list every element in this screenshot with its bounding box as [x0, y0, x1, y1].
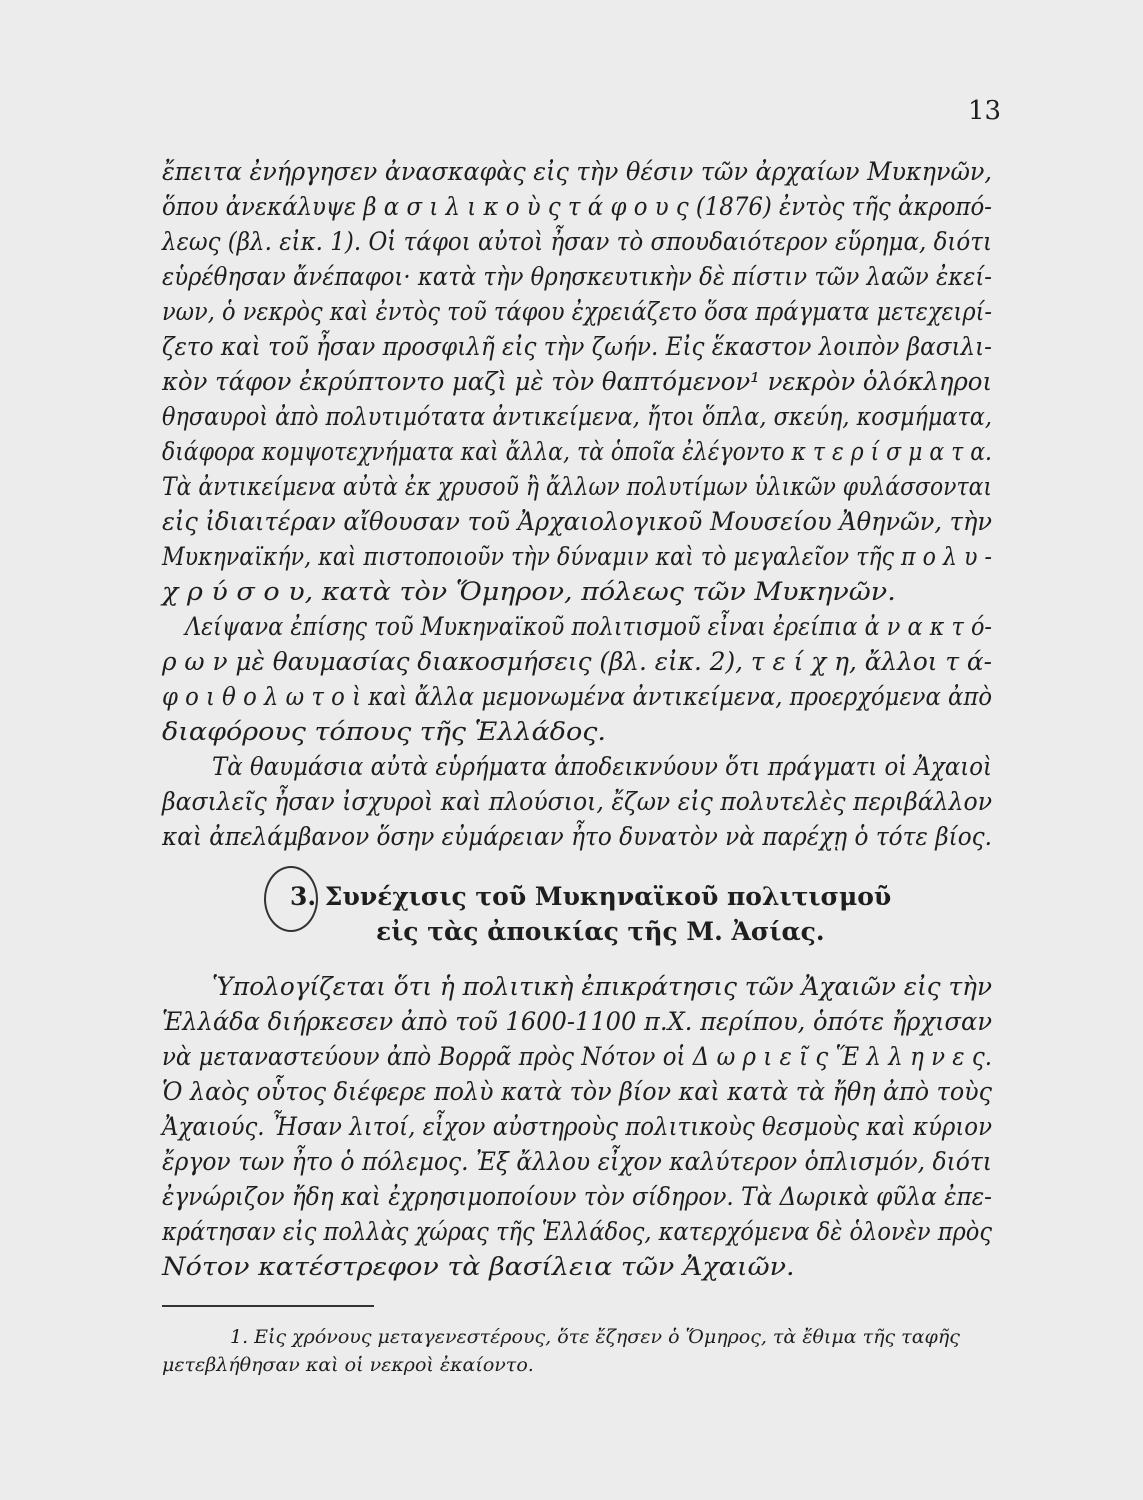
text-line: Νότον κατέστρεφον τὰ βασίλεια τῶν Ἀχαιῶν.	[162, 1252, 795, 1281]
section-heading-line-1: 3. Συνέχισις τοῦ Μυκηναϊκοῦ πολιτισμοῦ	[290, 882, 892, 911]
section-heading-line-2: εἰς τὰς ἀποικίας τῆς Μ. Ἀσίας.	[376, 917, 825, 946]
text-line: κὸν τάφον ἐκρύπτοντο μαζὶ μὲ τὸν θαπτόμενον¹ νεκρὸν ὁλόκληροι	[162, 367, 992, 396]
text-line: Ὑπολογίζεται ὅτι ἡ πολιτικὴ ἐπικράτησις τῶν Ἀχαιῶν εἰς τὴν	[212, 972, 992, 1001]
text-line: ἐγνώριζον ἤδη καὶ ἐχρησιμοποίουν τὸν σίδηρον. Τὰ Δωρικὰ φῦλα ἐπε-	[162, 1182, 992, 1211]
text-line: ἔργον των ἦτο ὁ πόλεμος. Ἐξ ἄλλου εἶχον καλύτερον ὁπλισμόν, διότι	[162, 1147, 992, 1176]
text-line: Ἑλλάδα διήρκεσεν ἀπὸ τοῦ 1600-1100 π.Χ. περίπου, ὁπότε ἤρχισαν	[162, 1007, 992, 1036]
text-line: λεως (βλ. εἰκ. 1). Οἱ τάφοι αὐτοὶ ἦσαν τὸ σπουδαιότερον εὕρημα, διότι	[162, 227, 992, 256]
text-line: Λείψανα ἐπίσης τοῦ Μυκηναϊκοῦ πολιτισμοῦ εἶναι ἐρείπια ἀ ν α κ τ ό-	[185, 612, 992, 641]
text-line: εἰς ἰδιαιτέραν αἴθουσαν τοῦ Ἀρχαιολογικοῦ Μουσείου Ἀθηνῶν, τὴν	[162, 507, 992, 536]
page-number: 13	[968, 96, 1002, 126]
text-line: εὑρέθησαν ἄνέπαφοι· κατὰ τὴν θρησκευτικὴν δὲ πίστιν τῶν λαῶν ἐκεί-	[162, 262, 992, 291]
text-line: διαφόρους τόπους τῆς Ἑλλάδος.	[162, 717, 606, 746]
text-line: ἔπειτα ἐνήργησεν ἀνασκαφὰς εἰς τὴν θέσιν τῶν ἀρχαίων Μυκηνῶν,	[162, 157, 992, 186]
text-line: κράτησαν εἰς πολλὰς χώρας τῆς Ἑλλάδος, κατερχόμενα δὲ ὁλονὲν πρὸς	[162, 1217, 992, 1246]
text-line: Τὰ θαυμάσια αὐτὰ εὑρήματα ἀποδεικνύουν ὅτι πράγματι οἱ Ἀχαιοὶ	[212, 752, 992, 781]
text-line: ὅπου ἀνεκάλυψε β α σ ι λ ι κ ο ὺ ς τ ά φ ο υ ς (1876) ἐντὸς τῆς ἀκροπό-	[162, 192, 992, 221]
text-line: νὰ μεταναστεύουν ἀπὸ Βορρᾶ πρὸς Νότον οἱ Δ ω ρ ι ε ῖ ς Ἕ λ λ η ν ε ς.	[162, 1042, 992, 1071]
text-line: φ ο ι θ ο λ ω τ ο ὶ καὶ ἄλλα μεμονωμένα ἀντικείμενα, προερχόμενα ἀπὸ	[162, 682, 992, 711]
text-line: Ὁ λαὸς οὗτος διέφερε πολὺ κατὰ τὸν βίον καὶ κατὰ τὰ ἤθη ἀπὸ τοὺς	[162, 1077, 992, 1106]
footnote-line: μετεβλήθησαν καὶ οἱ νεκροὶ ἐκαίοντο.	[162, 1354, 534, 1376]
text-line: καὶ ἀπελάμβανον ὅσην εὐμάρειαν ἦτο δυνατὸν νὰ παρέχῃ ὁ τότε βίος.	[162, 822, 992, 851]
text-line: θησαυροὶ ἀπὸ πολυτιμότατα ἀντικείμενα, ἤτοι ὅπλα, σκεύη, κοσμήματα,	[162, 402, 992, 431]
text-line: Τὰ ἀντικείμενα αὐτὰ ἐκ χρυσοῦ ἢ ἄλλων πολυτίμων ὑλικῶν φυλάσσονται	[162, 472, 992, 501]
text-line: ρ ω ν μὲ θαυμασίας διακοσμήσεις (βλ. εἰκ. 2), τ ε ί χ η, ἄλλοι τ ά-	[162, 647, 992, 676]
text-line: χ ρ ύ σ ο υ, κατὰ τὸν Ὅμηρον, πόλεως τῶν Μυκηνῶν.	[162, 577, 896, 606]
text-line: ζετο καὶ τοῦ ἦσαν προσφιλῆ εἰς τὴν ζωήν. Εἰς ἕκαστον λοιπὸν βασιλι-	[162, 332, 992, 361]
text-line: Ἀχαιούς. Ἦσαν λιτοί, εἶχον αὐστηροὺς πολιτικοὺς θεσμοὺς καὶ κύριον	[162, 1112, 992, 1141]
text-line: διάφορα κομψοτεχνήματα καὶ ἄλλα, τὰ ὁποῖα ἐλέγοντο κ τ ε ρ ί σ μ α τ α.	[162, 437, 992, 466]
text-line: Μυκηναϊκήν, καὶ πιστοποιοῦν τὴν δύναμιν καὶ τὸ μεγαλεῖον τῆς π ο λ υ -	[162, 542, 992, 571]
footnote-divider	[162, 1305, 374, 1307]
text-line: βασιλεῖς ἦσαν ἰσχυροὶ καὶ πλούσιοι, ἔζων εἰς πολυτελὲς περιβάλλον	[162, 787, 992, 816]
footnote-line: 1. Εἰς χρόνους μεταγενεστέρους, ὅτε ἔζησεν ὁ Ὅμηρος, τὰ ἔθιμα τῆς ταφῆς	[230, 1326, 960, 1348]
text-line: νων, ὁ νεκρὸς καὶ ἐντὸς τοῦ τάφου ἐχρειάζετο ὅσα πράγματα μετεχειρί-	[162, 297, 992, 326]
